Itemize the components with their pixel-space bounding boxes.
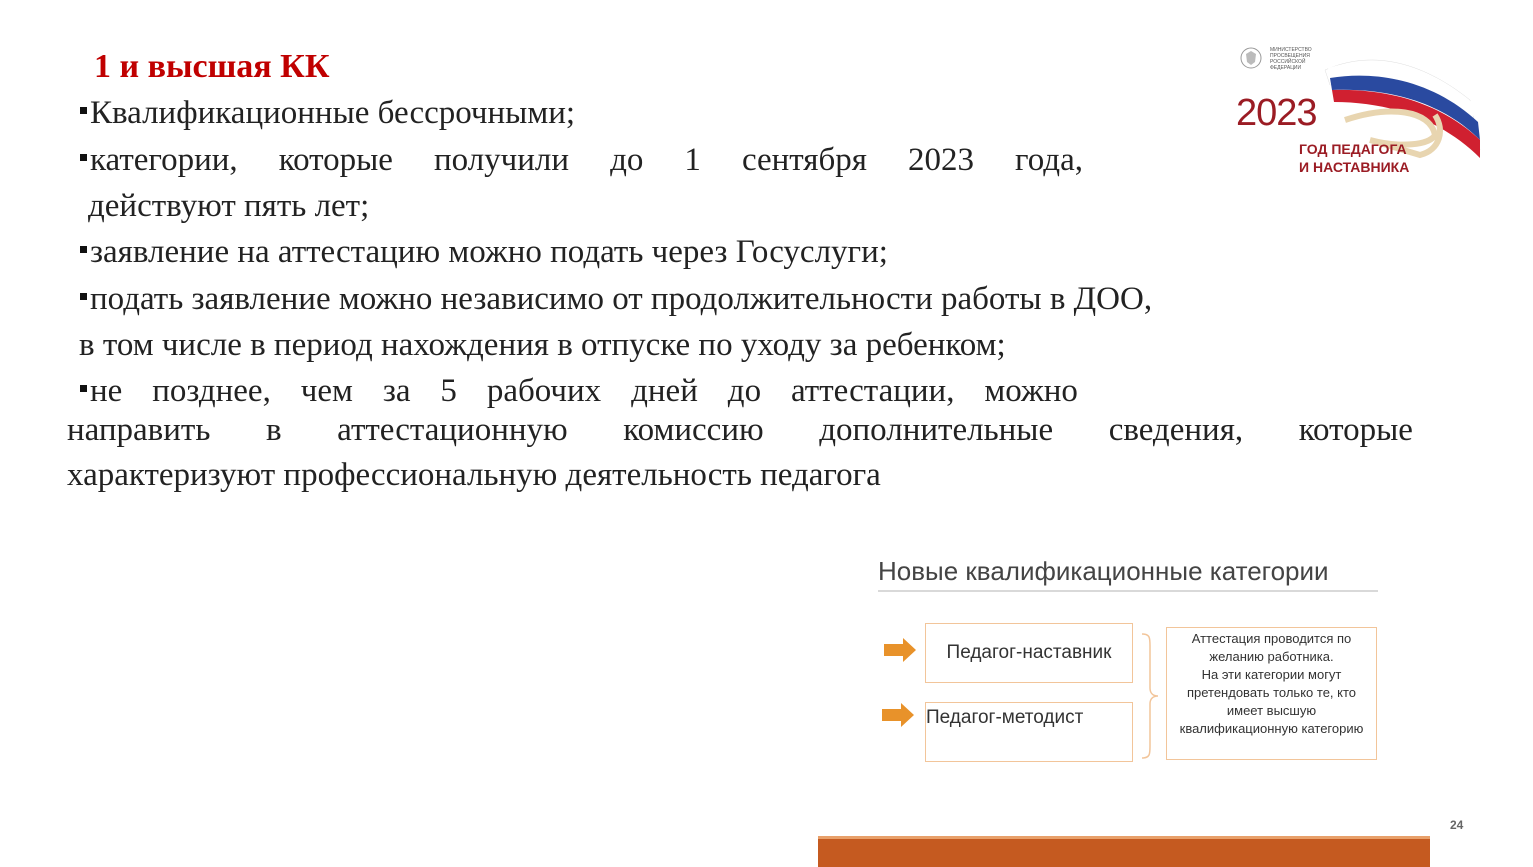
logo-subtitle-2: И НАСТАВНИКА [1299, 159, 1410, 175]
attestation-note-box [1166, 627, 1377, 760]
line-3: действуют пять лет; [88, 188, 370, 224]
square-bullet-icon [80, 246, 87, 253]
word: категории, [80, 142, 238, 179]
word: которые [1298, 412, 1413, 448]
inset-title: Новые квалификационные категории [878, 556, 1329, 586]
square-bullet-icon [80, 107, 87, 114]
word: не [80, 373, 122, 410]
word: до [727, 373, 762, 409]
note-line: желанию работника. [1209, 649, 1334, 664]
word: можно [984, 373, 1078, 409]
bullet-line-4 [80, 234, 888, 271]
logo-subtitle [1299, 140, 1409, 176]
square-bullet-icon [80, 154, 87, 161]
logo-subtitle-1: ГОД ПЕДАГОГА [1299, 141, 1407, 157]
word: позднее, [152, 373, 271, 409]
slide-heading: 1 и высшая КК [94, 48, 330, 85]
word: дополнительные [819, 412, 1054, 448]
word: 1 [684, 142, 701, 178]
inset-divider [878, 590, 1378, 592]
footer-bar [818, 836, 1430, 867]
square-bullet-icon [80, 385, 87, 392]
word: до [610, 142, 644, 178]
line-text: подать заявление можно независимо от продолжительности работы в ДОО, [90, 281, 1153, 317]
word: сентября [741, 142, 867, 178]
word: аттестации, [791, 373, 955, 409]
note-line: квалификационную категорию [1179, 721, 1364, 736]
category-label: Педагог-наставник [946, 642, 1112, 663]
line-text: Квалификационные бессрочными; [90, 95, 576, 131]
word: направить [67, 412, 211, 448]
note-line: имеет высшую [1226, 703, 1317, 718]
word: получили [433, 142, 570, 178]
logo-year: 2023 [1236, 92, 1317, 134]
note-line: На эти категории могут [1201, 667, 1342, 682]
note-line: Аттестация проводится по [1191, 631, 1352, 646]
orange-arrow-icon [881, 702, 915, 728]
line-9: характеризуют профессиональную деятельность педагога [67, 457, 881, 493]
bullet-line-2 [80, 142, 1083, 179]
word: комиссию [623, 412, 764, 448]
ministry-label: МИНИСТЕРСТВО ПРОСВЕЩЕНИЯ РОССИЙСКОЙ ФЕДЕРАЦИИ [1270, 47, 1312, 71]
bullet-line-5 [80, 281, 1152, 318]
category-box-methodist [925, 702, 1133, 762]
line-6: в том числе в период нахождения в отпуске по уходу за ребенком; [79, 327, 1006, 363]
bullet-line-7 [80, 373, 1078, 410]
word: года, [1015, 142, 1083, 178]
word: которые [278, 142, 393, 178]
brace-connector [1140, 632, 1160, 760]
bullet-line-1 [80, 95, 575, 132]
line-8 [67, 412, 1413, 449]
word: чем [300, 373, 353, 409]
word: за [382, 373, 411, 409]
category-label: Педагог-методист [926, 707, 1084, 728]
word: дней [631, 373, 698, 409]
square-bullet-icon [80, 293, 87, 300]
word: рабочих [486, 373, 602, 409]
category-box-mentor [925, 623, 1133, 683]
word: 2023 [907, 142, 974, 178]
word: сведения, [1108, 412, 1244, 448]
word: аттестационную [337, 412, 568, 448]
word: в [265, 412, 282, 448]
note-line: претендовать только те, кто [1186, 685, 1357, 700]
orange-arrow-icon [883, 637, 917, 663]
word: 5 [440, 373, 457, 409]
page-number: 24 [1450, 818, 1464, 832]
line-text: заявление на аттестацию можно подать через Госуслуги; [90, 234, 888, 270]
